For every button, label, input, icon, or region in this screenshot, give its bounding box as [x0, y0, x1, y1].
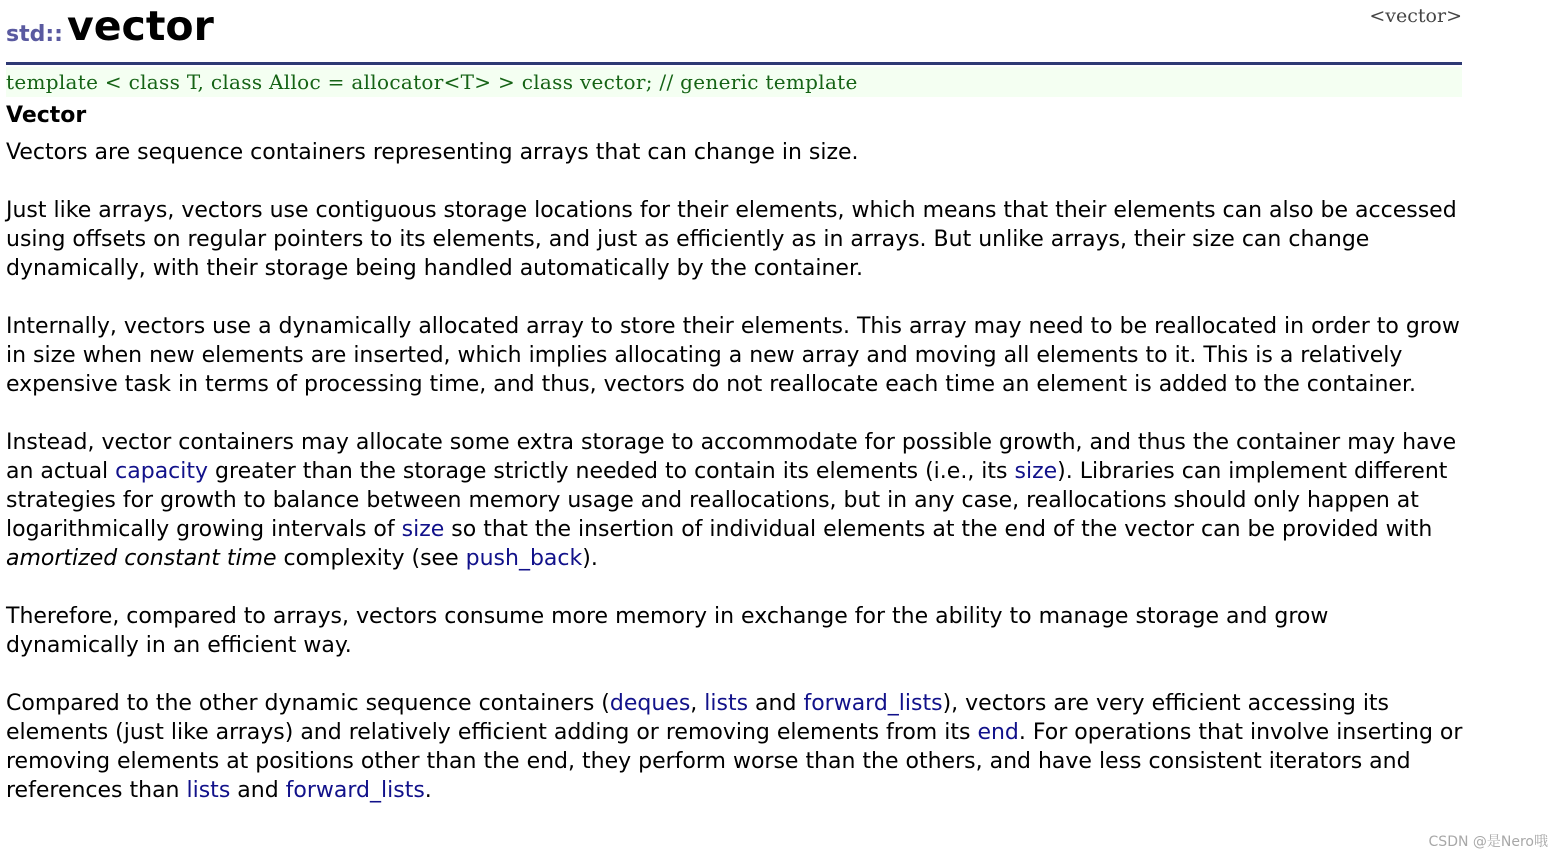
text-span: . For operations that involve inserting or removing elements at positions other than the end, they perform worse than the others, and have less consistent iterators and references than — [6, 720, 1463, 803]
link-size[interactable]: size — [401, 517, 445, 542]
reference-page — [6, 0, 1462, 834]
text-span: Instead, vector containers may allocate some extra storage to accommodate for possible growth, and thus the container may have an actual — [6, 430, 1457, 484]
paragraph-comparison — [6, 689, 1466, 805]
class-prototype: template < class T, class Alloc = allocator<T> > class vector; // generic template — [6, 67, 1462, 97]
section-title: Vector — [6, 103, 87, 128]
text-span: complexity (see — [276, 546, 466, 571]
link-push-back[interactable]: push_back — [465, 546, 583, 571]
paragraph-capacity — [6, 428, 1466, 573]
link-size[interactable]: size — [1014, 459, 1058, 484]
text-span: and — [748, 691, 804, 716]
link-lists[interactable]: lists — [704, 691, 749, 716]
text-span: ). — [582, 546, 598, 571]
paragraph-storage: Just like arrays, vectors use contiguous storage locations for their elements, which means that their elements can also be accessed using offsets on regular pointers to its elements, and just as efficiently as in arrays. But unlike arrays, their size can change dynamically, with their storage being handled automatically by the container. — [6, 198, 1457, 281]
text-span: Compared to the other dynamic sequence containers ( — [6, 691, 610, 716]
paragraph-reallocation: Internally, vectors use a dynamically allocated array to store their elements. This array may need to be reallocated in order to grow in size when new elements are inserted, which implies allocating a new array and moving all elements to it. This is a relatively expensive task in terms of processing time, and thus, vectors do not reallocate each time an element is added to the container. — [6, 314, 1460, 397]
link-lists[interactable]: lists — [186, 778, 231, 803]
text-span: so that the insertion of individual elements at the end of the vector can be provided with — [444, 517, 1433, 542]
paragraph-intro: Vectors are sequence containers representing arrays that can change in size. — [6, 140, 859, 165]
paragraph-memory: Therefore, compared to arrays, vectors consume more memory in exchange for the ability to manage storage and grow dynamically in an efficient way. — [6, 604, 1329, 658]
link-end[interactable]: end — [977, 720, 1019, 745]
header-file-label: <vector> — [1369, 5, 1462, 27]
text-span: ), vectors are very efficient accessing its elements (just like arrays) and relatively efficient adding or removing elements from its — [6, 691, 1390, 745]
link-forward-lists[interactable]: forward_lists — [803, 691, 943, 716]
text-span: greater than the storage strictly needed to contain its elements (i.e., its — [208, 459, 1015, 484]
namespace-prefix: std:: — [6, 22, 63, 47]
text-span: ). Libraries can implement different strategies for growth to balance between memory usage and reallocations, but in any case, reallocations should only happen at logarithmically growing intervals of — [6, 459, 1448, 542]
link-deques[interactable]: deques — [609, 691, 691, 716]
csdn-watermark: CSDN @是Nero哦 — [1428, 834, 1548, 850]
page-title: vector — [67, 2, 214, 50]
text-span: and — [230, 778, 286, 803]
page-header — [6, 0, 1462, 65]
link-forward-lists[interactable]: forward_lists — [285, 778, 425, 803]
link-capacity[interactable]: capacity — [115, 459, 209, 484]
text-span: , — [690, 691, 705, 716]
emphasis-text: amortized constant time — [6, 546, 277, 571]
text-span: . — [424, 778, 432, 803]
